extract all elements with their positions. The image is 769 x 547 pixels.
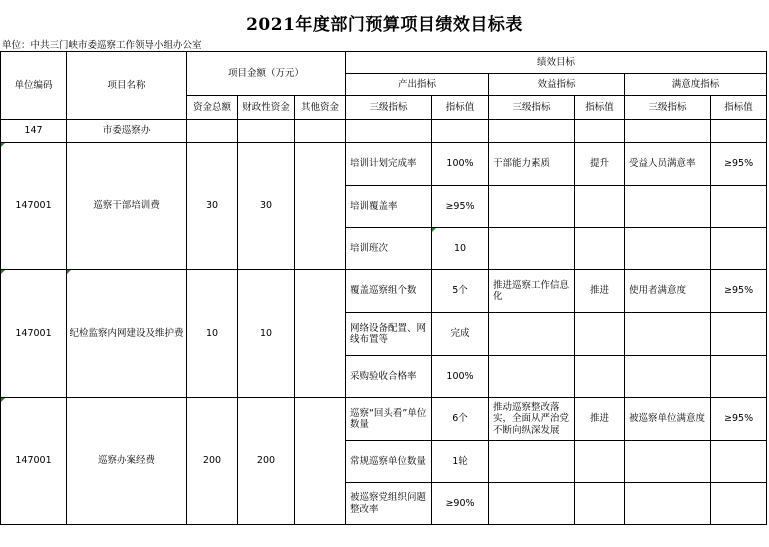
satisfaction-indicator: 被巡察单位满意度 — [625, 398, 711, 441]
project-code: 147001 — [1, 398, 67, 525]
header-perf: 绩效目标 — [346, 52, 767, 74]
output-value: 100% — [432, 143, 489, 186]
project-total: 200 — [187, 398, 238, 525]
project-name: 巡察干部培训费 — [67, 143, 187, 270]
output-value: 10 — [432, 228, 489, 270]
effect-value: 提升 — [575, 143, 625, 186]
output-indicator: 巡察“回头看”单位数量 — [346, 398, 432, 441]
satisfaction-value: ≥95% — [711, 270, 767, 313]
header-value-satisfaction: 指标值 — [711, 96, 767, 120]
performance-table — [0, 51, 767, 525]
satisfaction-indicator: 使用者满意度 — [625, 270, 711, 313]
satisfaction-indicator: 受益人员满意率 — [625, 143, 711, 186]
dept-name: 市委巡察办 — [67, 120, 187, 143]
output-indicator: 被巡察党组织问题整改率 — [346, 483, 432, 525]
project-total: 30 — [187, 143, 238, 270]
header-output: 产出指标 — [346, 74, 489, 96]
project-fiscal: 10 — [238, 270, 295, 398]
output-indicator: 覆盖巡察组个数 — [346, 270, 432, 313]
output-indicator: 采购验收合格率 — [346, 356, 432, 398]
output-indicator: 网络设备配置、网线布置等 — [346, 313, 432, 356]
header-level3-effect: 三级指标 — [489, 96, 575, 120]
effect-value: 推进 — [575, 270, 625, 313]
header-amount: 项目金额（万元） — [187, 52, 346, 96]
project-fiscal: 200 — [238, 398, 295, 525]
header-fiscal: 财政性资金 — [238, 96, 295, 120]
output-value: 6个 — [432, 398, 489, 441]
project-other — [295, 398, 346, 525]
header-unit-code: 单位编码 — [1, 52, 67, 120]
effect-value: 推进 — [575, 398, 625, 441]
project-other — [295, 270, 346, 398]
output-indicator: 培训覆盖率 — [346, 186, 432, 228]
output-value: ≥90% — [432, 483, 489, 525]
output-value: ≥95% — [432, 186, 489, 228]
project-total: 10 — [187, 270, 238, 398]
project-code: 147001 — [1, 143, 67, 270]
header-row-1 — [1, 52, 767, 74]
header-value-effect: 指标值 — [575, 96, 625, 120]
project-name: 巡察办案经费 — [67, 398, 187, 525]
header-value-output: 指标值 — [432, 96, 489, 120]
effect-indicator: 推动巡察整改落实，全面从严治党不断向纵深发展 — [489, 398, 575, 441]
header-effect: 效益指标 — [489, 74, 625, 96]
output-indicator: 常规巡察单位数量 — [346, 441, 432, 483]
output-indicator: 培训计划完成率 — [346, 143, 432, 186]
header-total: 资金总额 — [187, 96, 238, 120]
table-row — [1, 270, 767, 313]
output-indicator: 培训班次 — [346, 228, 432, 270]
unit-label: 单位：中共三门峡市委巡察工作领导小组办公室 — [2, 40, 202, 51]
table-row — [1, 143, 767, 186]
header-satisfaction: 满意度指标 — [625, 74, 767, 96]
output-value: 完成 — [432, 313, 489, 356]
header-project-name: 项目名称 — [67, 52, 187, 120]
effect-indicator: 干部能力素质 — [489, 143, 575, 186]
dept-row — [1, 120, 767, 143]
output-value: 5个 — [432, 270, 489, 313]
table-row — [1, 398, 767, 441]
project-fiscal: 30 — [238, 143, 295, 270]
effect-indicator: 推进巡察工作信息化 — [489, 270, 575, 313]
header-level3-output: 三级指标 — [346, 96, 432, 120]
dept-code: 147 — [1, 120, 67, 143]
header-other: 其他资金 — [295, 96, 346, 120]
page-title: 2021年度部门预算项目绩效目标表 — [246, 15, 523, 35]
output-value: 1轮 — [432, 441, 489, 483]
project-code: 147001 — [1, 270, 67, 398]
output-value: 100% — [432, 356, 489, 398]
satisfaction-value: ≥95% — [711, 398, 767, 441]
project-name: 纪检监察内网建设及维护费 — [67, 270, 187, 398]
satisfaction-value: ≥95% — [711, 143, 767, 186]
project-other — [295, 143, 346, 270]
header-level3-satisfaction: 三级指标 — [625, 96, 711, 120]
